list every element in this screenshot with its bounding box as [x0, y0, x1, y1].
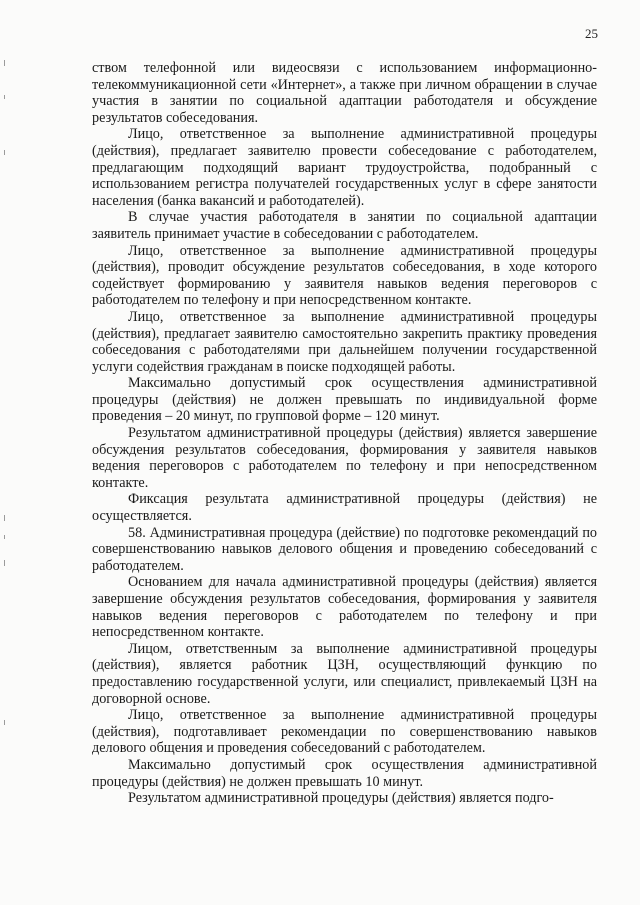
paragraph: Лицо, ответственное за выполнение административной процедуры (действия), предлагает заявителю провести собеседование с работодателем, предлагающим подходящий вариант трудоустройства, подобранный с использованием регистра получателей государственных услуг в сфере занятости населения (банка вакансий и работодателей). [92, 126, 597, 209]
paragraph: Фиксация результата административной процедуры (действия) не осуществляется. [92, 491, 597, 525]
body-text [92, 60, 597, 807]
margin-mark [4, 60, 5, 66]
margin-mark [4, 560, 5, 566]
section-58-heading-paragraph: 58. Административная процедура (действие) по подготовке рекомендаций по совершенствованию навыков делового общения и проведению собеседований с работодателем. [92, 524, 597, 574]
paragraph: Лицом, ответственным за выполнение административной процедуры (действия), является работник ЦЗН, осуществляющий функцию по предоставлению государственной услуги, или специалист, привлекаемый ЦЗН на договорной основе. [92, 640, 597, 707]
paragraph: Лицо, ответственное за выполнение административной процедуры (действия), подготавливает рекомендации по совершенствованию навыков делового общения и проведения собеседований с работодателем. [92, 707, 597, 757]
margin-mark [4, 515, 5, 521]
paragraph: ством телефонной или видеосвязи с использованием информационно-телекоммуникационной сети «Интернет», а также при личном обращении в случае участия в занятии по социальной адаптации работодателя и обсуждение результатов собеседования. [92, 60, 597, 126]
paragraph: В случае участия работодателя в занятии по социальной адаптации заявитель принимает участие в собеседовании с работодателем. [92, 209, 597, 242]
margin-mark [4, 535, 5, 539]
paragraph: Максимально допустимый срок осуществления административной процедуры (действия) не должен превышать по индивидуальной форме проведения – 20 минут, по групповой форме – 120 минут. [92, 375, 597, 425]
paragraph: Результатом административной процедуры (действия) является подго- [128, 790, 554, 807]
margin-mark [4, 150, 5, 155]
paragraph: Лицо, ответственное за выполнение административной процедуры (действия), предлагает заявителю самостоятельно закрепить практику проведения собеседования с работодателями при дальнейшем получении государственной услуги содействия гражданам в поиске подходящей работы. [92, 308, 597, 375]
margin-mark [4, 95, 5, 99]
paragraph: Основанием для начала административной процедуры (действия) является завершение обсуждения результатов собеседования, формирования у заявителя навыков ведения переговоров с работодателем по телефону и при непосредственном контакте. [92, 574, 597, 641]
page-number: 25 [585, 26, 598, 41]
paragraph: Лицо, ответственное за выполнение административной процедуры (действия), проводит обсуждение результатов собеседования, в ходе которого содействует формированию у заявителя навыков ведения переговоров с работодателем по телефону и при непосредственном контакте. [92, 242, 597, 309]
binding-edge-marks [2, 0, 8, 905]
paragraph: Результатом административной процедуры (действия) является завершение обсуждения результатов собеседования, формирования у заявителя навыков ведения переговоров с работодателем по телефону и при непосредственном контакте. [92, 425, 597, 491]
paragraph: Максимально допустимый срок осуществления административной процедуры (действия) не должен превышать 10 минут. [92, 756, 597, 790]
margin-mark [4, 720, 5, 725]
